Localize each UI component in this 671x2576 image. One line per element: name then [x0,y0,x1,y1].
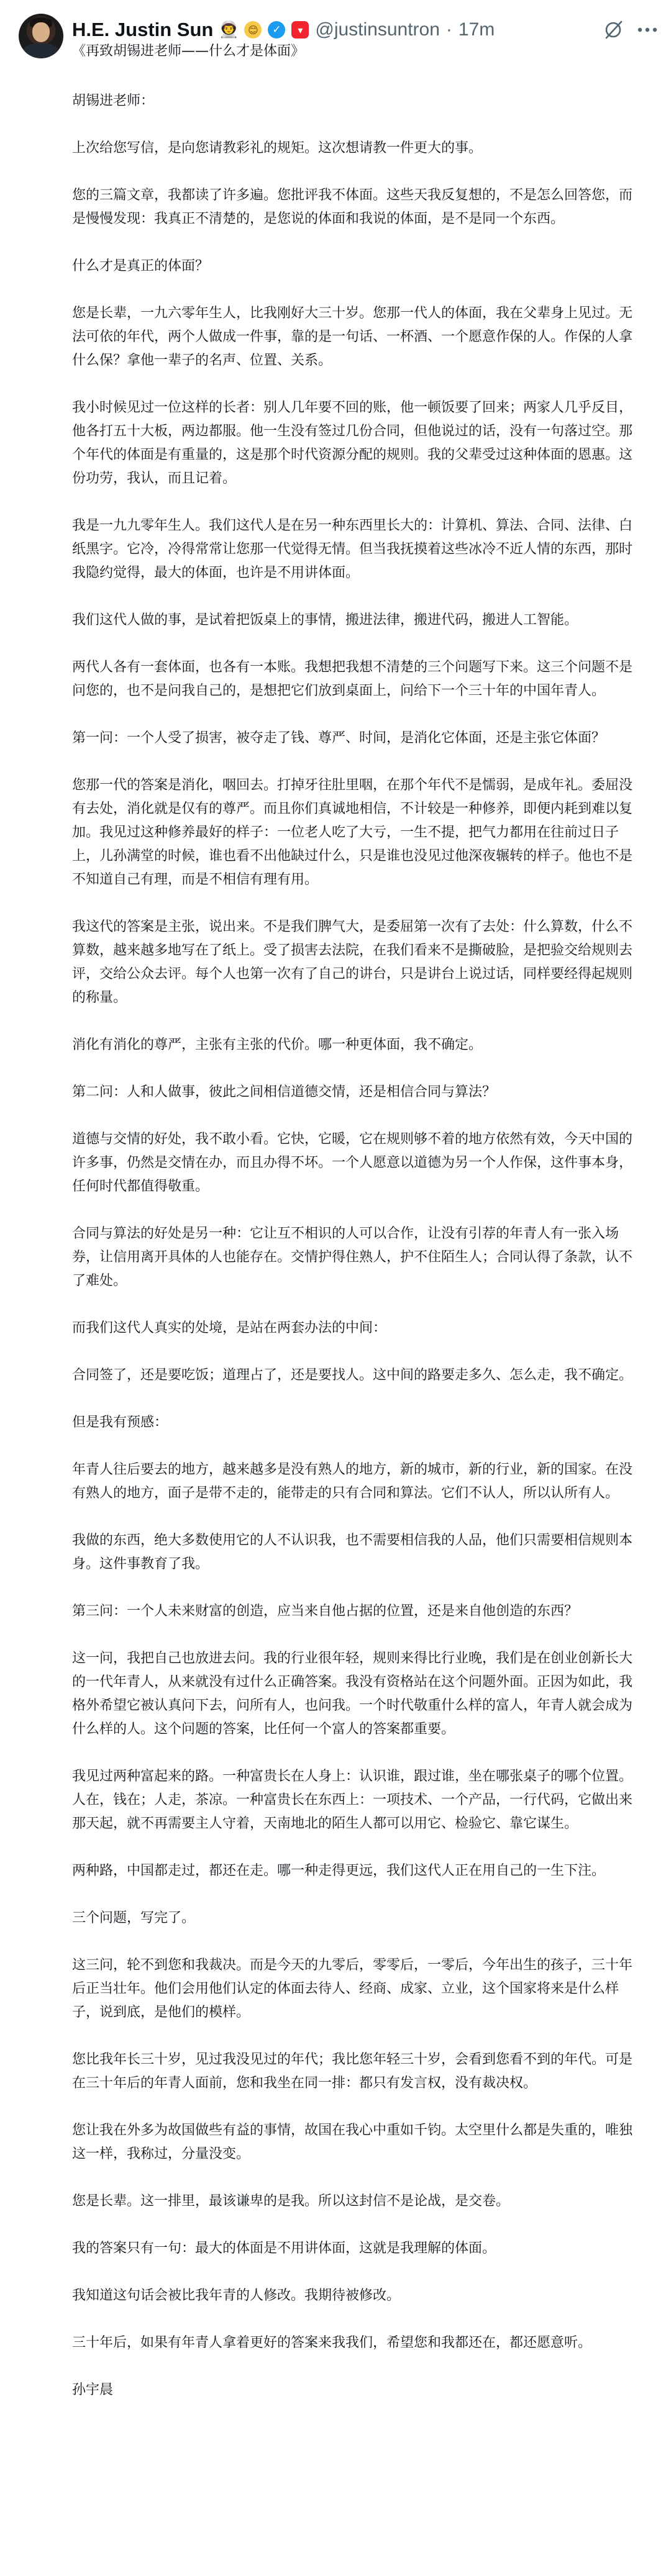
paragraph: 第二问：人和人做事，彼此之间相信道德交情，还是相信合同与算法？ [72,1084,496,1100]
grok-icon[interactable] [603,19,625,41]
paragraph: 我小时候见过一位这样的长者：别人几年要不回的账，他一顿饭要了回来；两家人几乎反目，他各打五十大板，两边都服。他一生没有签过几份合同，但他说过的话，没有一句落过空。那个年代的体面是有重量的，这是那个时代资源分配的规则。我的父辈受过这种体面的恩惠。这份功劳，我认，而且记着。 [72,400,633,486]
paragraph: 我的答案只有一句：最大的体面是不用讲体面，这就是我理解的体面。 [72,2241,496,2256]
verified-badge-icon[interactable]: ✓ [268,21,285,39]
astronaut-badge-icon: 👨‍🚀 [219,20,239,39]
paragraph: 您是长辈。这一排里，最该谦卑的是我。所以这封信不是论战，是交卷。 [72,2193,510,2209]
paragraph: 两种路，中国都走过，都还在走。哪一种走得更远，我们这代人正在用自己的一生下注。 [72,1863,606,1879]
paragraph: 我是一九九零年生人。我们这代人是在另一种东西里长大的：计算机、算法、合同、法律、白纸黑字。它冷，冷得常常让您那一代觉得无情。但当我抚摸着这些冰冷不近人情的东西，那时我隐约觉得，最大的体面，也许是不用讲体面。 [72,518,633,581]
paragraph: 年青人往后要去的地方，越来越多是没有熟人的地方，新的城市，新的行业，新的国家。在没有熟人的地方，面子是带不走的，能带走的只有合同和算法。它们不认人，所以认所有人。 [72,1462,633,1501]
separator-dot: · [445,19,452,40]
paragraph: 什么才是真正的体面？ [72,258,209,274]
emoji-badge-icon: 😊 [244,21,262,39]
paragraph: 您比我年长三十岁，见过我没见过的年代；我比您年轻三十岁，会看到您看不到的年代。可是在三十年后的年青人面前，您和我坐在同一排：都只有发言权，没有裁决权。 [72,2052,633,2091]
paragraph: 我们这代人做的事，是试着把饭桌上的事情，搬进法律，搬进代码，搬进人工智能。 [72,612,578,628]
post-time[interactable]: 17m [458,19,495,40]
paragraph: 但是我有预感： [72,1415,168,1430]
paragraph: 您是长辈，一九六零年生人，比我刚好大三十岁。您那一代人的体面，我在父辈身上见过。无法可依的年代，两个人做成一件事，靠的是一句话、一杯酒、一个愿意作保的人。作保的人拿什么保？拿他一辈子的名声、位置、关系。 [72,306,633,368]
paragraph: 我知道这句话会被比我年青的人修改。我期待被修改。 [72,2288,401,2303]
paragraph: 三个问题，写完了。 [72,1910,196,1926]
display-name[interactable]: H.E. Justin Sun [72,19,214,40]
paragraph: 合同签了，还是要吃饭；道理占了，还是要找人。这中间的路要走多久、怎么走，我不确定。 [72,1367,633,1383]
paragraph: 第三问：一个人未来财富的创造，应当来自他占据的位置，还是来自他创造的东西？ [72,1603,578,1619]
paragraph: 合同与算法的好处是另一种：它让互不相识的人可以合作，让没有引荐的年青人有一张入场券，让信用离开具体的人也能存在。交情护得住熟人，护不住陌生人；合同认得了条款，认不了难处。 [72,1226,633,1289]
paragraph: 胡锡进老师： [72,93,155,109]
user-handle[interactable]: @justinsuntron [315,19,440,40]
paragraph: 孙宇晨 [72,2382,114,2398]
affiliate-badge-icon[interactable]: ▾ [291,21,309,39]
paragraph: 这一问，我把自己也放进去问。我的行业很年轻，规则来得比行业晚，我们是在创业创新长大的一代年青人，从来就没有过什么正确答案。我没有资格站在这个问题外面。正因为如此，我格外希望它被认真问下去，问所有人，也问我。一个时代敬重什么样的富人，年青人就会成为什么样的人。这个问题的答案，比任何一个富人的答案都重要。 [72,1651,633,1737]
avatar[interactable] [19,14,63,58]
paragraph: 三十年后，如果有年青人拿着更好的答案来我我们，希望您和我都还在，都还愿意听。 [72,2335,592,2351]
post-header [72,17,495,42]
paragraph: 我这代的答案是主张，说出来。不是我们脾气大，是委屈第一次有了去处：什么算数，什么不算数，越来越多地写在了纸上。受了损害去法院，在我们看来不是撕破脸，是把验交给规则去评，交给公众去评。每个人也第一次有了自己的讲台，只是讲台上说过话，同样要经得起规则的称量。 [72,919,633,1005]
paragraph: 上次给您写信，是向您请教彩礼的规矩。这次想请教一件更大的事。 [72,140,483,156]
paragraph: 我见过两种富起来的路。一种富贵长在人身上：认识谁，跟过谁，坐在哪张桌子的哪个位置。人在，钱在；人走，茶凉。一种富贵长在东西上：一项技术、一个产品，一行代码，它做出来那天起，就不再需要主人守着，天南地北的陌生人都可以用它、检验它、靠它谋生。 [72,1769,633,1831]
more-icon[interactable] [636,22,659,37]
paragraph: 消化有消化的尊严，主张有主张的代价。哪一种更体面，我不确定。 [72,1037,483,1053]
post-title: 《再致胡锡进老师——什么才是体面》 [72,43,305,59]
paragraph: 第一问：一个人受了损害，被夺走了钱、尊严、时间，是消化它体面，还是主张它体面？ [72,730,606,746]
paragraph: 两代人各有一套体面，也各有一本账。我想把我想不清楚的三个问题写下来。这三个问题不是问您的，也不是问我自己的，是想把它们放到桌面上，问给下一个三十年的中国年青人。 [72,660,633,699]
avatar-face [32,22,50,42]
paragraph: 这三问，轮不到您和我裁决。而是今天的九零后，零零后，一零后，今年出生的孩子，三十年后正当壮年。他们会用他们认定的体面去待人、经商、成家、立业，这个国家将来是什么样子，说到底，是他们的模样。 [72,1957,633,2020]
post-body [72,40,645,2426]
paragraph: 您那一代的答案是消化，咽回去。打掉牙往肚里咽，在那个年代不是懦弱，是成年礼。委屈没有去处，消化就是仅有的尊严。而且你们真诚地相信，不计较是一种修养，即便内耗到难以复加。我见过这种修养最好的样子：一位老人吃了大亏，一生不提，把气力都用在往前过日子上，儿孙满堂的时候，谁也看不出他缺过什么，只是谁也没见过他深夜辗转的样子。他也不是不知道自己有理，而是不相信有理有用。 [72,778,633,887]
paragraph: 我做的东西，绝大多数使用它的人不认识我，也不需要相信我的人品，他们只需要相信规则本身。这件事教育了我。 [72,1533,633,1572]
avatar-shirt [24,43,58,58]
paragraph: 您让我在外多为故国做些有益的事情，故国在我心中重如千钧。太空里什么都是失重的，唯独这一样，我称过，分量没变。 [72,2123,633,2162]
paragraph: 您的三篇文章，我都读了许多遍。您批评我不体面。这些天我反复想的，不是怎么回答您，而是慢慢发现：我真正不清楚的，是您说的体面和我说的体面，是不是同一个东西。 [72,188,633,227]
paragraph: 道德与交情的好处，我不敢小看。它快，它暖，它在规则够不着的地方依然有效，今天中国的许多事，仍然是交情在办，而且办得不坏。一个人愿意以道德为另一个人作保，这件事本身，任何时代都值得敬重。 [72,1132,633,1194]
paragraph: 而我们这代人真实的处境，是站在两套办法的中间： [72,1320,387,1336]
